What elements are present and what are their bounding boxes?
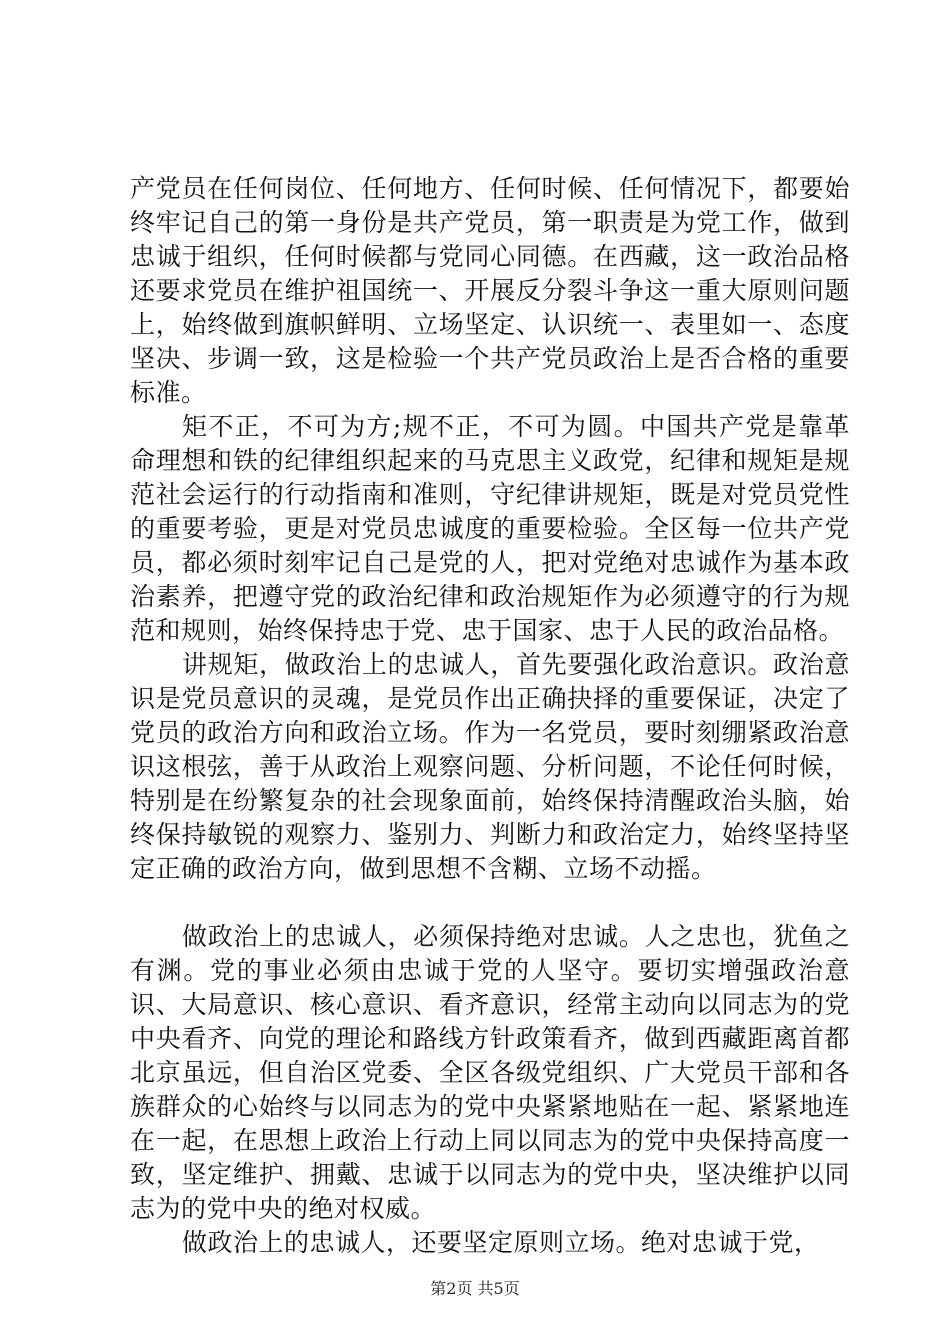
paragraph-1: 产党员在任何岗位、任何地方、任何时候、任何情况下，都要始终牢记自己的第一身份是共产党员，第一职责是为党工作，做到忠诚于组织，任何时候都与党同心同德。在西藏，这一政治品格还要求党员在维护祖国统一、开展反分裂斗争这一重大原则问题上，始终做到旗帜鲜明、立场坚定、认识统一、表里如一、态度坚决、步调一致，这是检验一个共产党员政治上是否合格的重要标准。	[130, 174, 850, 407]
page-number: 第2页 共5页	[430, 1279, 520, 1298]
paragraph-4: 做政治上的忠诚人，必须保持绝对忠诚。人之忠也，犹鱼之有渊。党的事业必须由忠诚于党的人坚守。要切实增强政治意识、大局意识、核心意识、看齐意识，经常主动向以同志为的党中央看齐、向党的理论和路线方针政策看齐，做到西藏距离首都北京虽远，但自治区党委、全区各级党组织、广大党员干部和各族群众的心始终与以同志为的党中央紧紧地贴在一起、紧紧地连在一起，在思想上政治上行动上同以同志为的党中央保持高度一致，坚定维护、拥戴、忠诚于以同志为的党中央，坚决维护以同志为的党中央的绝对权威。	[130, 922, 850, 1223]
paragraph-3: 讲规矩，做政治上的忠诚人，首先要强化政治意识。政治意识是党员意识的灵魂，是党员作出正确抉择的重要保证，决定了党员的政治方向和政治立场。作为一名党员，要时刻绷紧政治意识这根弦，善于从政治上观察问题、分析问题，不论任何时候，特别是在纷繁复杂的社会现象面前，始终保持清醒政治头脑，始终保持敏锐的观察力、鉴别力、判断力和政治定力，始终坚持坚定正确的政治方向，做到思想不含糊、立场不动摇。	[130, 650, 850, 883]
paragraph-5: 做政治上的忠诚人，还要坚定原则立场。绝对忠诚于党，	[182, 1228, 820, 1257]
document-body	[130, 172, 850, 1260]
paragraph-2: 矩不正，不可为方;规不正，不可为圆。中国共产党是靠革命理想和铁的纪律组织起来的马克思主义政党，纪律和规矩是规范社会运行的行动指南和准则，守纪律讲规矩，既是对党员党性的重要考验，更是对党员忠诚度的重要检验。全区每一位共产党员，都必须时刻牢记自己是党的人，把对党绝对忠诚作为基本政治素养，把遵守党的政治纪律和政治规矩作为必须遵守的行为规范和规则，始终保持忠于党、忠于国家、忠于人民的政治品格。	[130, 412, 850, 645]
